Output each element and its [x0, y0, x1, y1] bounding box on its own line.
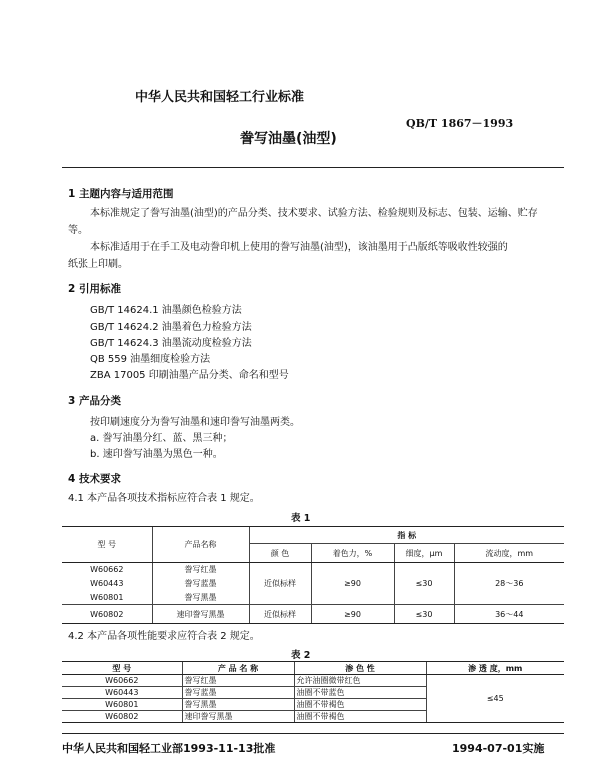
t1-fineness: ≤30 — [394, 563, 454, 605]
t1-tint: ≥90 — [311, 563, 394, 605]
ref-item: ZBA 17005 印刷油墨产品分类、命名和型号 — [90, 370, 289, 381]
section-3-heading: 3 产品分类 — [68, 395, 121, 407]
t1-header-name: 产品名称 — [152, 527, 249, 563]
t2-name: 速印誊写黑墨 — [182, 711, 294, 723]
ref-item: GB/T 14624.1 油墨颜色检验方法 — [90, 305, 242, 316]
t1-name: 誊写蓝墨 — [152, 577, 249, 591]
org-standard-title: 中华人民共和国轻工行业标准 — [135, 90, 305, 105]
t1-fineness: ≤30 — [394, 605, 454, 624]
t1-tint: ≥90 — [311, 605, 394, 624]
s1-para2-line1: 本标准适用于在手工及电动誊印机上使用的誊写油墨(油型)，该油墨用于凸版纸等吸收性较强的 — [90, 242, 508, 253]
t1-model: W60802 — [62, 605, 152, 624]
t1-header-index: 指 标 — [249, 527, 564, 544]
t1-model: W60662 — [90, 565, 124, 575]
table-1 — [62, 526, 564, 624]
section-2-heading: 2 引用标准 — [68, 283, 121, 295]
s3-item-a: a. 誊写油墨分红、蓝、黑三种； — [90, 433, 233, 444]
t2-model: W60802 — [62, 711, 182, 723]
s1-para2-line2: 纸张上印刷。 — [68, 259, 128, 270]
effective-date: 1994-07-01实施 — [452, 742, 545, 755]
t2-model: W60801 — [62, 699, 182, 711]
t1-header-flow: 流动度，mm — [454, 544, 564, 563]
t1-name: 誊写黑墨 — [152, 591, 249, 605]
t2-name: 誊写红墨 — [182, 675, 294, 687]
section-1-heading: 1 主题内容与适用范围 — [68, 188, 174, 200]
footer-divider — [62, 733, 564, 734]
s3-item-b: b. 速印誊写油墨为黑色一种。 — [90, 449, 223, 460]
t2-bleed: 油圈不带褐色 — [294, 699, 426, 711]
t2-model: W60443 — [62, 687, 182, 699]
t1-color: 近似标样 — [249, 563, 311, 605]
t1-flow: 28～36 — [454, 563, 564, 605]
t2-bleed: 油圈不带蓝色 — [294, 687, 426, 699]
approval-line: 中华人民共和国轻工业部1993-11-13批准 — [62, 742, 276, 755]
t2-penetration: ≤45 — [426, 675, 564, 723]
t1-model: W60443 — [90, 579, 124, 588]
t2-header-model: 型 号 — [62, 662, 182, 675]
section-4-heading: 4 技术要求 — [68, 473, 121, 485]
t2-model: W60662 — [62, 675, 182, 687]
t2-header-bleed: 渗 色 性 — [294, 662, 426, 675]
t1-header-tint: 着色力，% — [311, 544, 394, 563]
t2-bleed: 允许油圈微带红色 — [294, 675, 426, 687]
t1-flow: 36～44 — [454, 605, 564, 624]
standard-code: QB/T 1867－1993 — [406, 117, 514, 130]
t1-name: 誊写红墨 — [152, 563, 249, 577]
document-title: 誊写油墨(油型) — [240, 131, 337, 147]
ref-item: GB/T 14624.3 油墨流动度检验方法 — [90, 338, 252, 349]
s1-para1-line2: 等。 — [68, 225, 88, 236]
header-divider — [62, 167, 564, 168]
t2-name: 誊写黑墨 — [182, 699, 294, 711]
t1-name: 速印誊写黑墨 — [152, 605, 249, 624]
t2-header-name: 产 品 名 称 — [182, 662, 294, 675]
ref-item: GB/T 14624.2 油墨着色力检验方法 — [90, 322, 252, 333]
s4-1-text: 4.1 本产品各项技术指标应符合表 1 规定。 — [68, 493, 260, 504]
t2-name: 誊写蓝墨 — [182, 687, 294, 699]
t2-bleed: 油圈不带褐色 — [294, 711, 426, 723]
t1-color: 近似标样 — [249, 605, 311, 624]
s4-2-text: 4.2 本产品各项性能要求应符合表 2 规定。 — [68, 631, 260, 642]
ref-item: QB 559 油墨细度检验方法 — [90, 354, 211, 365]
t1-header-color: 颜 色 — [249, 544, 311, 563]
t1-model: W60801 — [62, 591, 152, 605]
t2-header-penetration: 渗 透 度，mm — [426, 662, 564, 675]
table1-caption: 表 1 — [291, 513, 311, 524]
t1-header-model: 型 号 — [62, 527, 152, 563]
s1-para1-line1: 本标准规定了誊写油墨(油型)的产品分类、技术要求、试验方法、检验规则及标志、包装、运输、贮存 — [90, 208, 538, 219]
table-2 — [62, 661, 564, 723]
t1-header-fineness: 细度，μm — [394, 544, 454, 563]
s3-paragraph: 按印刷速度分为誊写油墨和速印誊写油墨两类。 — [90, 417, 300, 428]
table2-caption: 表 2 — [291, 650, 311, 661]
